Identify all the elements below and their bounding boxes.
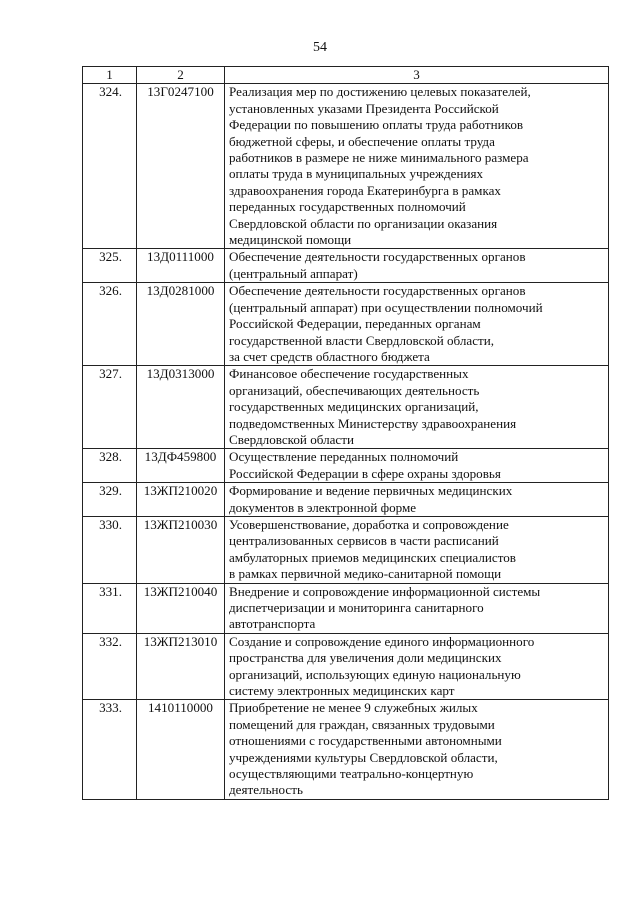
row-number-cell: 326. [83,283,137,366]
description-cell: Создание и сопровождение единого информационного пространства для увеличения доли медицинских организаций, использующих единую национальную систему электронных медицинских карт [225,633,609,700]
row-number-cell: 328. [83,449,137,483]
description-cell: Финансовое обеспечение государственных организаций, обеспечивающих деятельность государственных медицинских организаций, подведомственных Министерству здравоохранения Свердловской области [225,366,609,449]
budget-code-cell: 13Г0247100 [137,84,225,249]
table-row [83,483,609,517]
budget-code-cell: 13Д0281000 [137,283,225,366]
table-row [83,84,609,249]
row-number-cell: 332. [83,633,137,700]
header-cell-code: 2 [137,67,225,84]
header-cell-description: 3 [225,67,609,84]
description-cell: Формирование и ведение первичных медицинских документов в электронной форме [225,483,609,517]
budget-code-cell: 13ЖП213010 [137,633,225,700]
description-cell: Реализация мер по достижению целевых показателей, установленных указами Президента Российской Федерации по повышению оплаты труда работников бюджетной сферы, и обеспечение оплаты труда работников в размере не ниже минимального размера оплаты труда в муниципальных учреждениях здравоохранения города Екатеринбурга в рамках переданных государственных полномочий Свердловской области по организации оказания медицинской помощи [225,84,609,249]
description-cell: Внедрение и сопровождение информационной системы диспетчеризации и мониторинга санитарного автотранспорта [225,583,609,633]
budget-code-cell: 13Д0313000 [137,366,225,449]
budget-code-cell: 13ЖП210040 [137,583,225,633]
row-number-cell: 331. [83,583,137,633]
table-row [83,366,609,449]
page-number: 54 [313,40,327,55]
description-cell: Усовершенствование, доработка и сопровождение централизованных сервисов в части расписаний амбулаторных приемов медицинских специалистов в рамках первичной медико-санитарной помощи [225,516,609,583]
budget-codes-table [82,66,609,800]
table-row [83,700,609,799]
row-number-cell: 324. [83,84,137,249]
table-row [83,249,609,283]
table-row [83,633,609,700]
row-number-cell: 327. [83,366,137,449]
description-cell: Обеспечение деятельности государственных органов (центральный аппарат) [225,249,609,283]
header-cell-num: 1 [83,67,137,84]
table-row [83,283,609,366]
budget-code-cell: 13ДФ459800 [137,449,225,483]
table-body [83,84,609,799]
description-cell: Осуществление переданных полномочий Российской Федерации в сфере охраны здоровья [225,449,609,483]
budget-code-cell: 13ЖП210030 [137,516,225,583]
table-row [83,516,609,583]
table-row [83,449,609,483]
table-row [83,583,609,633]
budget-code-cell: 1410110000 [137,700,225,799]
header-row [83,67,609,84]
row-number-cell: 330. [83,516,137,583]
row-number-cell: 329. [83,483,137,517]
description-cell: Приобретение не менее 9 служебных жилых помещений для граждан, связанных трудовыми отношениями с государственными автономными учреждениями культуры Свердловской области, осуществляющими театрально-концертную деятельность [225,700,609,799]
description-cell: Обеспечение деятельности государственных органов (центральный аппарат) при осуществлении полномочий Российской Федерации, переданных органам государственной власти Свердловской области, за счет средств областного бюджета [225,283,609,366]
budget-code-cell: 13Д0111000 [137,249,225,283]
row-number-cell: 325. [83,249,137,283]
row-number-cell: 333. [83,700,137,799]
budget-code-cell: 13ЖП210020 [137,483,225,517]
